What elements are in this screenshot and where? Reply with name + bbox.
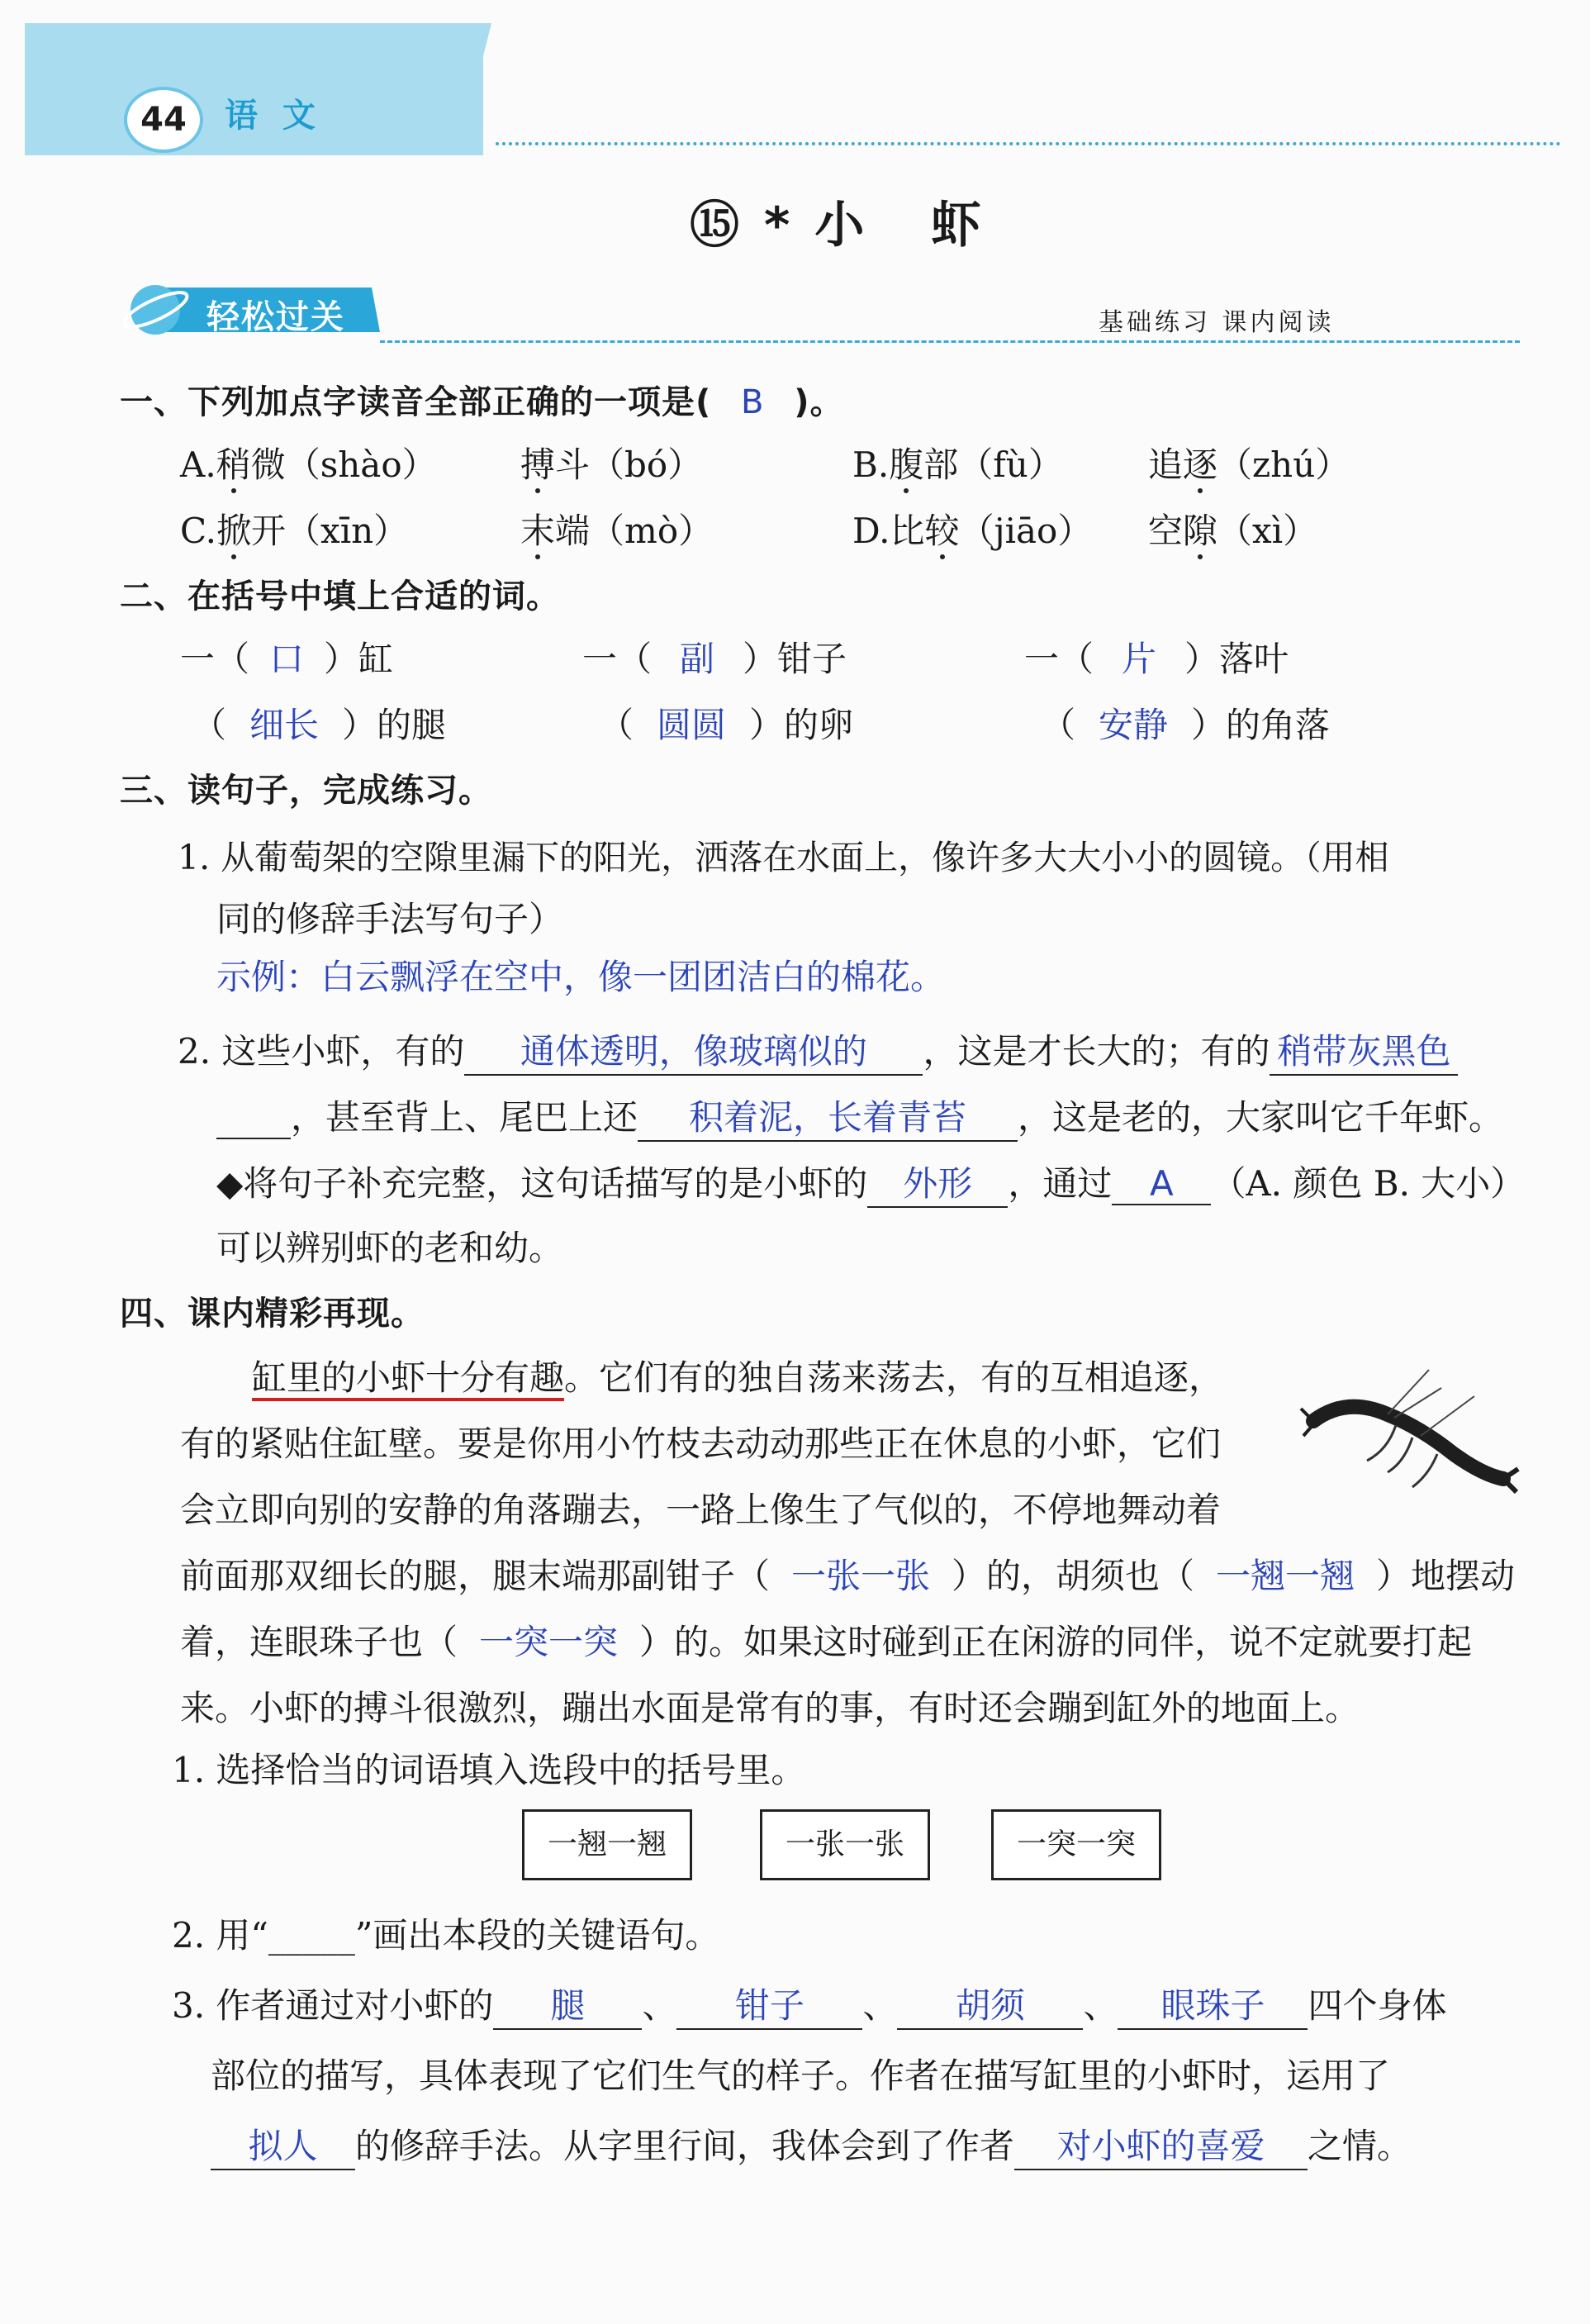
q2-item-4: （ 细长 ）的腿 [192,705,447,745]
q4-sub3-line2: 部位的描写，具体表现了它们生气的样子。作者在描写缸里的小虾时，运用了 [211,2055,1391,2096]
q1-option-c-word2: 末端（mò） [520,511,714,551]
q3-s2-blank1: 通体透明，像玻璃似的 [464,1024,923,1076]
q4-sub3-blank1: 腿 [493,1979,642,2030]
q1-option-b: B.腹部（fù） [852,444,1063,485]
page-number: 44 [124,87,203,153]
q2-item-1: 一（ 口 ）缸 [180,639,394,679]
q1-option-d-word2: 空隙（xì） [1148,511,1318,551]
q3-s3-blank1: 外形 [867,1157,1008,1208]
passage-line-3: 会立即向别的安静的角落蹦去，一路上像生了气似的，不停地舞动着 [180,1490,1222,1530]
q4-sub3-blank4: 眼珠子 [1118,1979,1308,2030]
q2-item-6: （ 安静 ）的角落 [1041,705,1331,745]
q1-option-d: D.比较（jiāo） [852,511,1093,551]
q2-prompt: 二、在括号中填上合适的词。 [120,577,560,615]
choice-box-1: 一翘一翘 [522,1809,692,1880]
q3-s2-blank2: 稍带灰黑色 [1270,1024,1458,1076]
q3-sentence2-line1: 2. 这些小虾，有的 通体透明，像玻璃似的 ，这是才长大的；有的 稍带灰黑色 [178,1024,1458,1076]
banner-dashed-line [380,340,1520,343]
q4-sub1: 1. 选择恰当的词语填入选段中的括号里。 [172,1750,806,1790]
q1-option-a: A.稍微（shào） [180,444,437,485]
passage-line-2: 有的紧贴住缸壁。要是你用小竹枝去动动那些正在休息的小虾，它们 [180,1423,1222,1464]
q2-item-3: 一（ 片 ）落叶 [1024,639,1289,679]
q3-sentence1-line2: 同的修辞手法写句子） [216,899,564,939]
q1-prompt: 一、下列加点字读音全部正确的一项是( B )。 [120,383,844,421]
q1-option-a-word2: 搏斗（bó） [520,444,703,485]
q4-sub3-line3: 拟人 的修辞手法。从字里行间，我体会到了作者 对小虾的喜爱 之情。 [211,2119,1412,2170]
passage-line-1: 缸里的小虾十分有趣。它们有的独自荡来荡去，有的互相追逐， [252,1351,1223,1400]
banner-label: 轻松过关 [206,298,345,336]
choice-box-3: 一突一突 [991,1809,1161,1880]
passage-line-4: 前面那双细长的腿，腿末端那副钳子（ 一张一张 ）的，胡须也（ 一翘一翘 ）地摆动 [180,1556,1516,1596]
lesson-star: * [764,197,815,254]
q4-sub2: 2. 用“_____”画出本段的关键语句。 [172,1915,720,1956]
q3-s2-blank2-cont [216,1097,291,1139]
banner-tags: 基础练习 课内阅读 [1099,308,1335,337]
q3-prompt: 三、读句子，完成练习。 [120,772,492,810]
lesson-title-text: 小 虾 [814,197,1006,254]
q3-s2-blank3: 积着泥，长着青苔 [638,1091,1018,1142]
q3-sentence3-line1: ◆将句子补充完整，这句话描写的是小虾的 外形 ，通过 A （A. 颜色 B. 大小） [216,1157,1525,1208]
shrimp-illustration [1297,1363,1520,1504]
q4-sub3-blank6: 对小虾的喜爱 [1014,2119,1308,2170]
q2-item-2: 一（ 副 ）钳子 [582,639,847,679]
q3-sentence1-line1: 1. 从葡萄架的空隙里漏下的阳光，洒落在水面上，像许多大大小小的圆镜。（用相 [178,838,1389,877]
passage-key-sentence: 缸里的小虾十分有趣 [252,1357,564,1401]
q4-sub3-blank2: 钳子 [676,1979,862,2030]
passage-line-5: 着，连眼珠子也（ 一突一突 ）的。如果这时碰到正在闲游的同伴，说不定就要打起 [180,1622,1473,1662]
q4-prompt: 四、课内精彩再现。 [120,1295,425,1333]
q1-option-b-word2: 追逐（zhú） [1148,444,1350,485]
lesson-title [690,186,1005,257]
choice-box-2: 一张一张 [760,1809,930,1880]
header-dotted-line [496,142,1561,145]
lesson-number: ⑮ [690,197,764,254]
q3-sentence1-answer: 示例：白云飘浮在空中，像一团团洁白的棉花。 [216,957,946,997]
header-slope [458,23,491,155]
q4-sub3-blank5: 拟人 [211,2119,355,2170]
q4-sub3-blank3: 胡须 [897,1979,1083,2030]
q4-sub3-line1: 3. 作者通过对小虾的 腿 、 钳子 、 胡须 、 眼珠子 四个身体 [172,1979,1447,2030]
passage-line-6: 来。小虾的搏斗很激烈，蹦出水面是常有的事，有时还会蹦到缸外的地面上。 [180,1688,1360,1728]
subject-label: 语 文 [225,97,322,135]
q2-item-5: （ 圆圆 ）的卵 [599,705,854,745]
q1-option-c: C.掀开（xīn） [180,511,409,551]
q3-sentence2-line2: ，甚至背上、尾巴上还 积着泥，长着青苔 ，这是老的，大家叫它千年虾。 [216,1091,1503,1142]
q3-sentence3-line2: 可以辨别虾的老和幼。 [216,1228,564,1268]
q3-s3-blank2: A [1112,1163,1211,1205]
q1-answer: B [741,383,765,421]
